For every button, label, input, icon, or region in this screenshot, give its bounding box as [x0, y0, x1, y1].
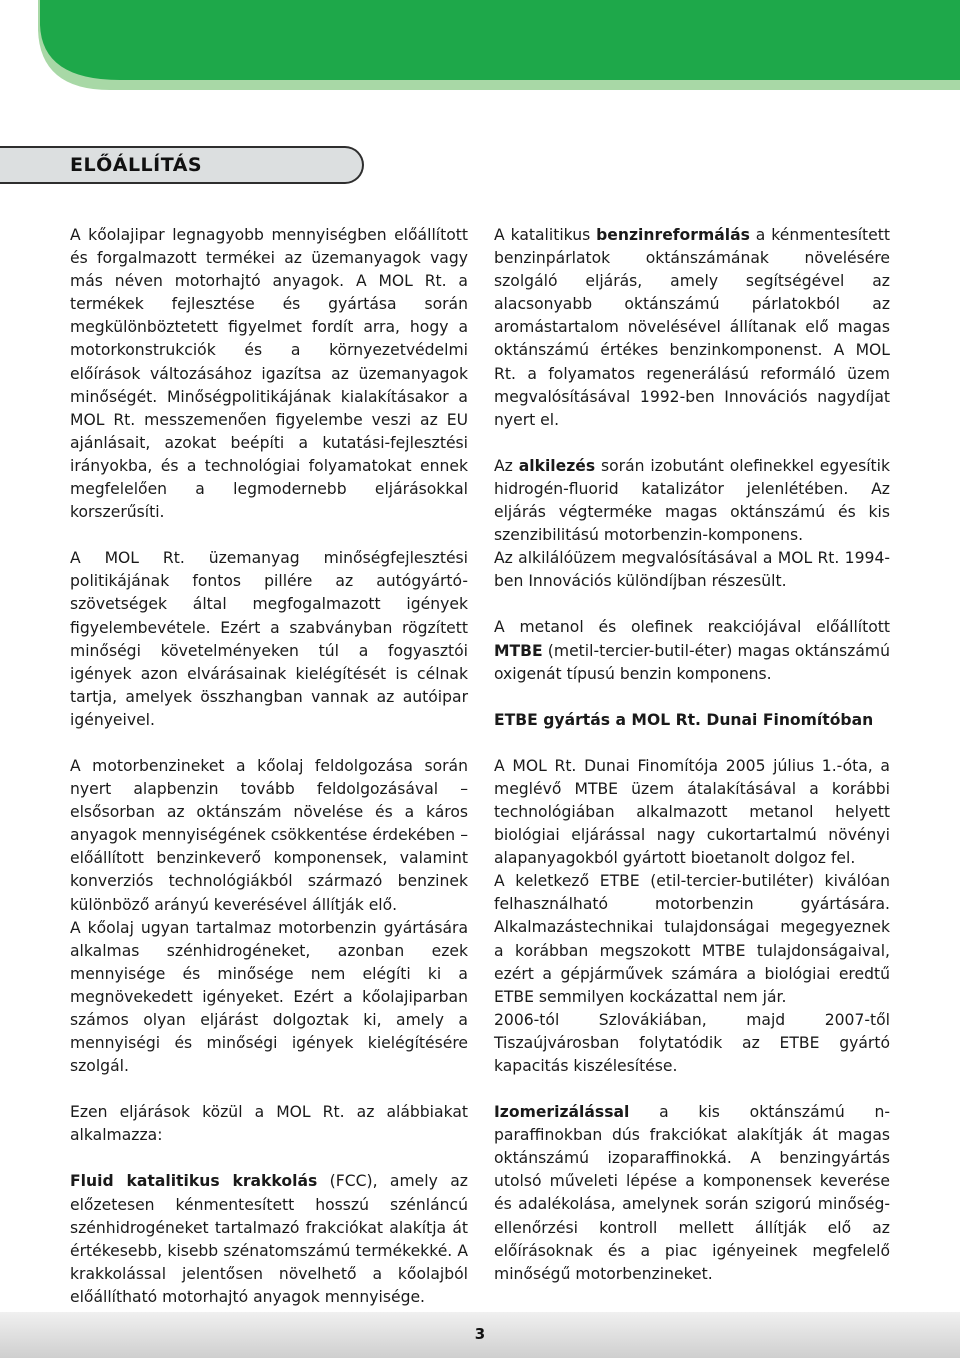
term-alkylation: alkilezés — [518, 456, 596, 475]
paragraph-isomerization — [494, 1101, 890, 1286]
paragraph-alkylation-text: során izobutánt olefinekkel egyesítik hidrogén-fluorid katalizátor jelenlétében. Az eljárás végterméke magas oktánszámú és kis szenzibilitású motorbenzin-komponens. — [494, 456, 890, 545]
term-isomerization: Izomerizálással — [494, 1103, 630, 1122]
paragraph-intro: A kőolajipar legnagyobb mennyiségben előállított és forgalmazott termékei az üzemanyagok vagy más néven motorhajtó anyagok. A MOL Rt. a termékek fejlesztése és gyártása során megkülönböztetett figyelmet fordít arra, hogy a motorkonstrukciók és a környezetvédelmi előírások változásához igazítsa az üzemanyagok minőségét. Minőségpolitikájának kialakításakor a MOL Rt. messzemenően figyelembe veszi az EU ajánlásait, azokat beépíti a kutatási-fejlesztési irányokba, és a technológiai folyamatokat ennek megfelelően a legmodernebb eljárásokkal korszerűsíti. — [70, 226, 468, 522]
page-number: 3 — [474, 1325, 486, 1343]
term-reforming: benzinreformálás — [596, 226, 750, 244]
paragraph-reforming — [494, 224, 890, 432]
subheading-etbe: ETBE gyártás a MOL Rt. Dunai Finomítóban — [494, 710, 874, 729]
paragraph-alkylation — [494, 455, 890, 547]
header-green-band — [40, 0, 960, 80]
paragraph-mtbe-text: (metil-tercier-butil-éter) magas oktánszámú oxigenát típusú benzin komponens. — [494, 641, 890, 683]
paragraph-motor-petrol: A motorbenzineket a kőolaj feldolgozása során nyert alapbenzin tovább feldolgozásával – elsősorban az oktánszám növelése és a káros anyagok mennyiségének csökkentése érdekében – előállított benzinkeverő komponensek, valamint konverziós technológiákból származó benzinek különböző arányú keverésével állítják elő. — [70, 756, 468, 914]
section-title: ELŐÁLLÍTÁS — [70, 154, 203, 176]
paragraph-fcc — [70, 1170, 468, 1309]
term-mtbe: MTBE — [494, 641, 543, 660]
paragraph-fcc-text: (FCC), amely az előzetesen kénmentesített hosszú szénláncú szénhidrogéneket tartalmazó frakciókat alakítja át értékesebb, kisebb szénatomszámú termékekké. A krakkolással jelentősen növelhető a kőolajból előállítható motorhajtó anyagok mennyisége. — [70, 1172, 468, 1306]
term-fcc: Fluid katalitikus krakkolás — [70, 1172, 318, 1191]
paragraph-reforming-text: a kénmentesített benzinpárlatok oktánszámának növelésére szolgáló eljárás, amely segítségével az alacsonyabb oktánszámú párlatokból az aromástartalom növelésével állítanak elő magas oktánszámú értékes benzinkomponenst. A MOL Rt. a folyamatos regenerálású reformáló üzem megvalósításával 1992-ben Innovációs nagydíjat nyert el. — [494, 226, 890, 429]
paragraph-alkylation-award: Az alkilálóüzem megvalósításával a MOL Rt. 1994-ben Innovációs különdíjban részesült. — [494, 549, 890, 591]
paragraph-crude-oil: A kőolaj ugyan tartalmaz motorbenzin gyártására alkalmas szénhidrogéneket, azonban ezek mennyisége és minősége nem elégíti ki a megnövekedett igényeket. Ezért a kőolajiparban számos olyan eljárást dolgoztak ki, amely a mennyiségi és minőségi igények kielégítésére szolgál. — [70, 918, 468, 1076]
left-column — [70, 224, 468, 1309]
right-column — [494, 224, 890, 1286]
paragraph-etbe-expansion: 2006-tól Szlovákiában, majd 2007-től Tiszaújvárosban folytatódik az ETBE gyártó kapacitás kiszélesítése. — [494, 1010, 890, 1075]
paragraph-quality-policy: A MOL Rt. üzemanyag minőségfejlesztési politikájának fontos pillére az autógyártó-szövetségek által megfogalmazott igények figyelembevétele. Ezért a szabványban rögzített minőségi követelményeken túl a fogyasztói igények azon elvárásainak kielégítését is célnak tartja, amelyek összhangban vannak az autóipar igényeivel. — [70, 549, 468, 729]
paragraph-reforming-lead: A katalitikus — [494, 226, 597, 244]
header-decoration — [0, 0, 960, 90]
paragraph-mtbe-lead: A metanol és olefinek reakciójával előállított — [494, 618, 890, 637]
paragraph-mtbe — [494, 616, 890, 685]
paragraph-processes-intro: Ezen eljárások közül a MOL Rt. az alábbiakat alkalmazza: — [70, 1103, 468, 1145]
paragraph-alkylation-lead: Az — [494, 456, 519, 475]
paragraph-etbe-properties: A keletkező ETBE (etil-tercier-butiléter) kiválóan felhasználható motorbenzin gyártására. Alkalmazástechnikai tulajdonságai megegyeznek a korábban megszokott MTBE tulajdonságaival, ezért a gépjárművek számára a biológiai eredtű ETBE semmilyen kockázattal nem jár. — [494, 872, 890, 1006]
paragraph-etbe-danube: A MOL Rt. Dunai Finomítója 2005 július 1.-óta, a meglévő MTBE üzem átalakításával a korábbi technológiában alkalmazott metanol helyett biológiai eljárással nagy cukortartalmú növényi alapanyagokból gyártott bioetanolt dolgoz fel. — [494, 756, 890, 868]
section-header-bar — [0, 146, 364, 184]
paragraph-isomerization-text: a kis oktánszámú n-paraffinokban dús frakciókat alakítják át magas oktánszámú izoparaffinokká. A benzingyártás utolsó műveleti lépése a komponensek keverése és adalékolása, amelynek során szigorú minőség-ellenőrzési kontroll mellett állítják elő az előírásoknak és a piac igényeinek megfelelő minőségű motorbenzineket. — [494, 1103, 890, 1283]
